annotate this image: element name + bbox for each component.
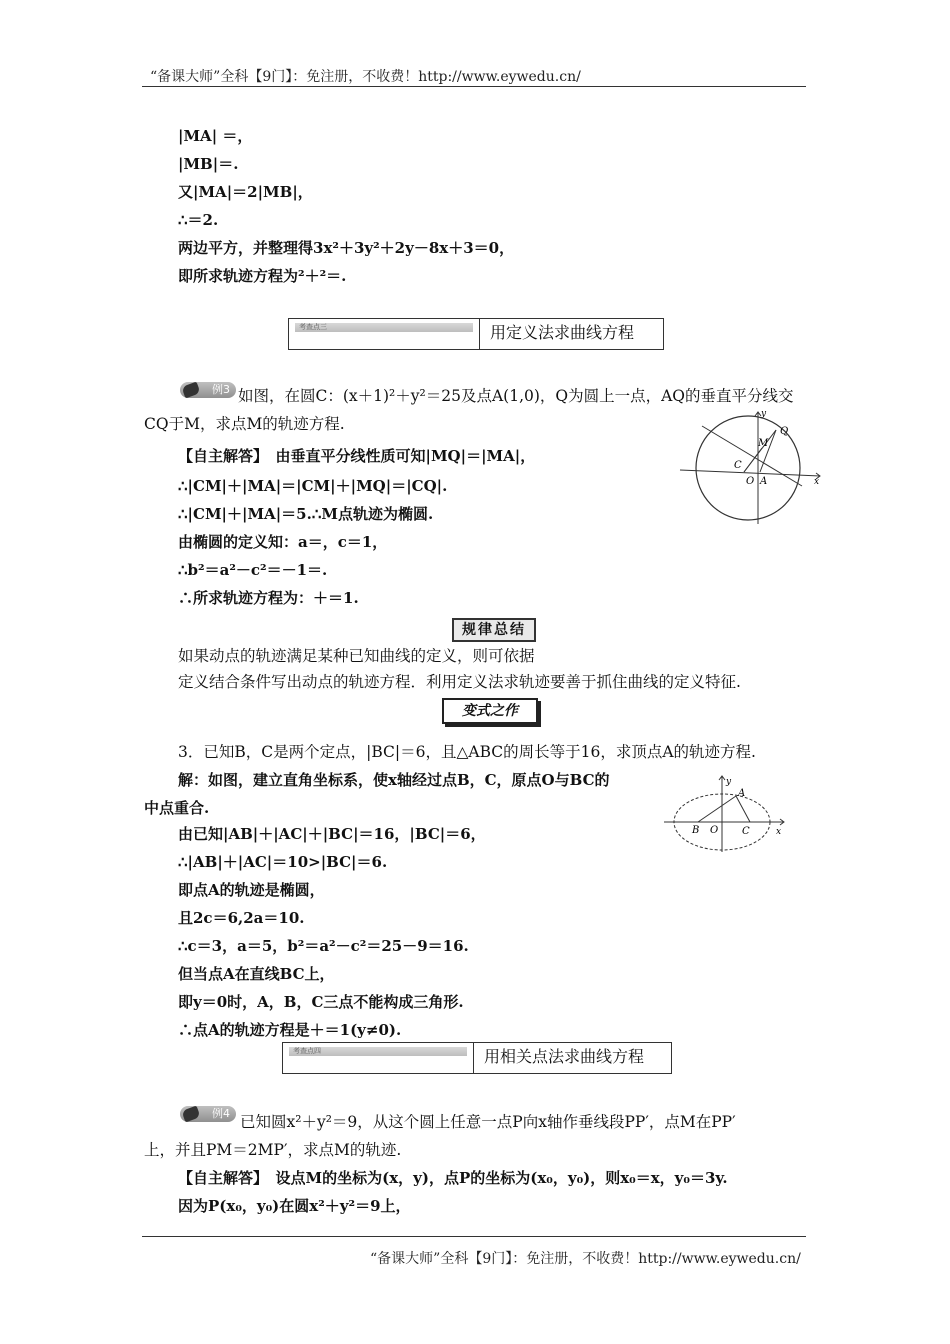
ellipse-figure [660,772,786,854]
point-label-C: C [742,826,750,837]
solution-line: ∴b²＝a²－c²＝－1＝. [178,561,328,579]
variant-line: ∴点A的轨迹方程是＋＝1(y≠0). [178,1021,402,1039]
variant-stamp: 变式之作 [442,698,538,724]
circle-figure [672,404,824,528]
variant-solution: 解：如图，建立直角坐标系，使x轴经过点B，C，原点O与BC的 [178,771,610,789]
point-label-O: O [710,825,719,836]
point-label-Q: Q [780,426,789,437]
variant-line: 由已知|AB|＋|AC|＋|BC|＝16，|BC|＝6， [178,825,486,843]
solution-line: 由椭圆的定义知：a＝，c＝1， [178,533,388,551]
solution-line: ∴|CM|＋|MA|＝|CM|＋|MQ|＝|CQ|. [178,477,448,495]
axis-label-x: x [776,827,782,837]
section-header-box [282,1042,672,1074]
header-rule [142,86,806,87]
example-text: 已知圆x²＋y²＝9，从这个圆上任意一点P向x轴作垂线段PP′，点M在PP′ [240,1113,736,1131]
section-title: 用相关点法求曲线方程 [484,1047,645,1066]
solution-line: 【自主解答】 由垂直平分线性质可知|MQ|＝|MA|， [178,447,536,465]
page-footer: “备课大师”全科【9门】：免注册，不收费！http://www.eywedu.cn/ [370,1251,801,1267]
variant-line: ∴c＝3，a＝5，b²＝a²－c²＝25－9＝16. [178,937,469,955]
example-text: 上，并且PM＝2MP′，求点M的轨迹. [144,1141,402,1159]
section-tag: 考查点三 [295,323,473,332]
summary-stamp: 规律总结 [452,618,536,642]
example-text: 如图，在圆C：(x＋1)²＋y²＝25及点A(1,0)，Q为圆上一点，AQ的垂直平分线交 [238,387,794,405]
point-label-A: A [738,788,746,799]
intro-line: 又|MA|＝2|MB|， [178,183,313,201]
section-header-box [288,318,664,350]
page-header: “备课大师”全科【9门】：免注册，不收费！http://www.eywedu.cn/ [150,69,581,85]
point-label-B: B [692,825,700,836]
variant-line: 即点A的轨迹是椭圆， [178,881,325,899]
point-label-A: A [760,476,768,487]
variant-line: 即y＝0时，A，B，C三点不能构成三角形. [178,993,464,1011]
axis-label-y: y [761,409,767,419]
pen-icon [181,382,200,399]
summary-text: 定义结合条件写出动点的轨迹方程．利用定义法求轨迹要善于抓住曲线的定义特征. [178,673,741,691]
variant-line: ∴|AB|＋|AC|＝10>|BC|＝6. [178,853,388,871]
variant-line: 且2c＝6,2a＝10. [178,909,305,927]
point-label-C: C [734,460,742,471]
example-text: CQ于M，求点M的轨迹方程. [144,415,345,433]
example-badge: 例3 [180,382,236,398]
section-tag: 考查点四 [289,1047,467,1056]
axis-label-y: y [726,777,732,787]
axis-label-x: x [814,477,820,487]
point-label-O: O [746,476,755,487]
variant-problem: 3．已知B，C是两个定点，|BC|＝6，且△ABC的周长等于16，求顶点A的轨迹方程. [178,743,756,761]
variant-solution: 中点重合. [144,799,210,817]
intro-line: |MA| ＝， [178,127,253,145]
solution-line: 【自主解答】 设点M的坐标为(x，y)，点P的坐标为(x₀，y₀)，则x₀＝x，y₀＝3y. [178,1169,728,1187]
section-title: 用定义法求曲线方程 [490,323,635,342]
intro-line: 两边平方，并整理得3x²＋3y²＋2y－8x＋3＝0， [178,239,515,257]
example-badge: 例4 [180,1106,236,1122]
solution-line: ∴|CM|＋|MA|＝5.∴M点轨迹为椭圆. [178,505,434,523]
pen-icon [181,1106,200,1123]
solution-line: ∴所求轨迹方程为：＋＝1. [178,589,359,607]
intro-line: 即所求轨迹方程为²＋²＝. [178,267,347,285]
variant-line: 但当点A在直线BC上， [178,965,335,983]
solution-line: 因为P(x₀，y₀)在圆x²＋y²＝9上， [178,1197,411,1215]
summary-text: 如果动点的轨迹满足某种已知曲线的定义，则可依据 [178,647,535,665]
point-label-M: M [758,438,769,449]
intro-line: ∴＝2. [178,211,219,229]
intro-line: |MB|＝. [178,155,239,173]
footer-rule [142,1236,806,1237]
